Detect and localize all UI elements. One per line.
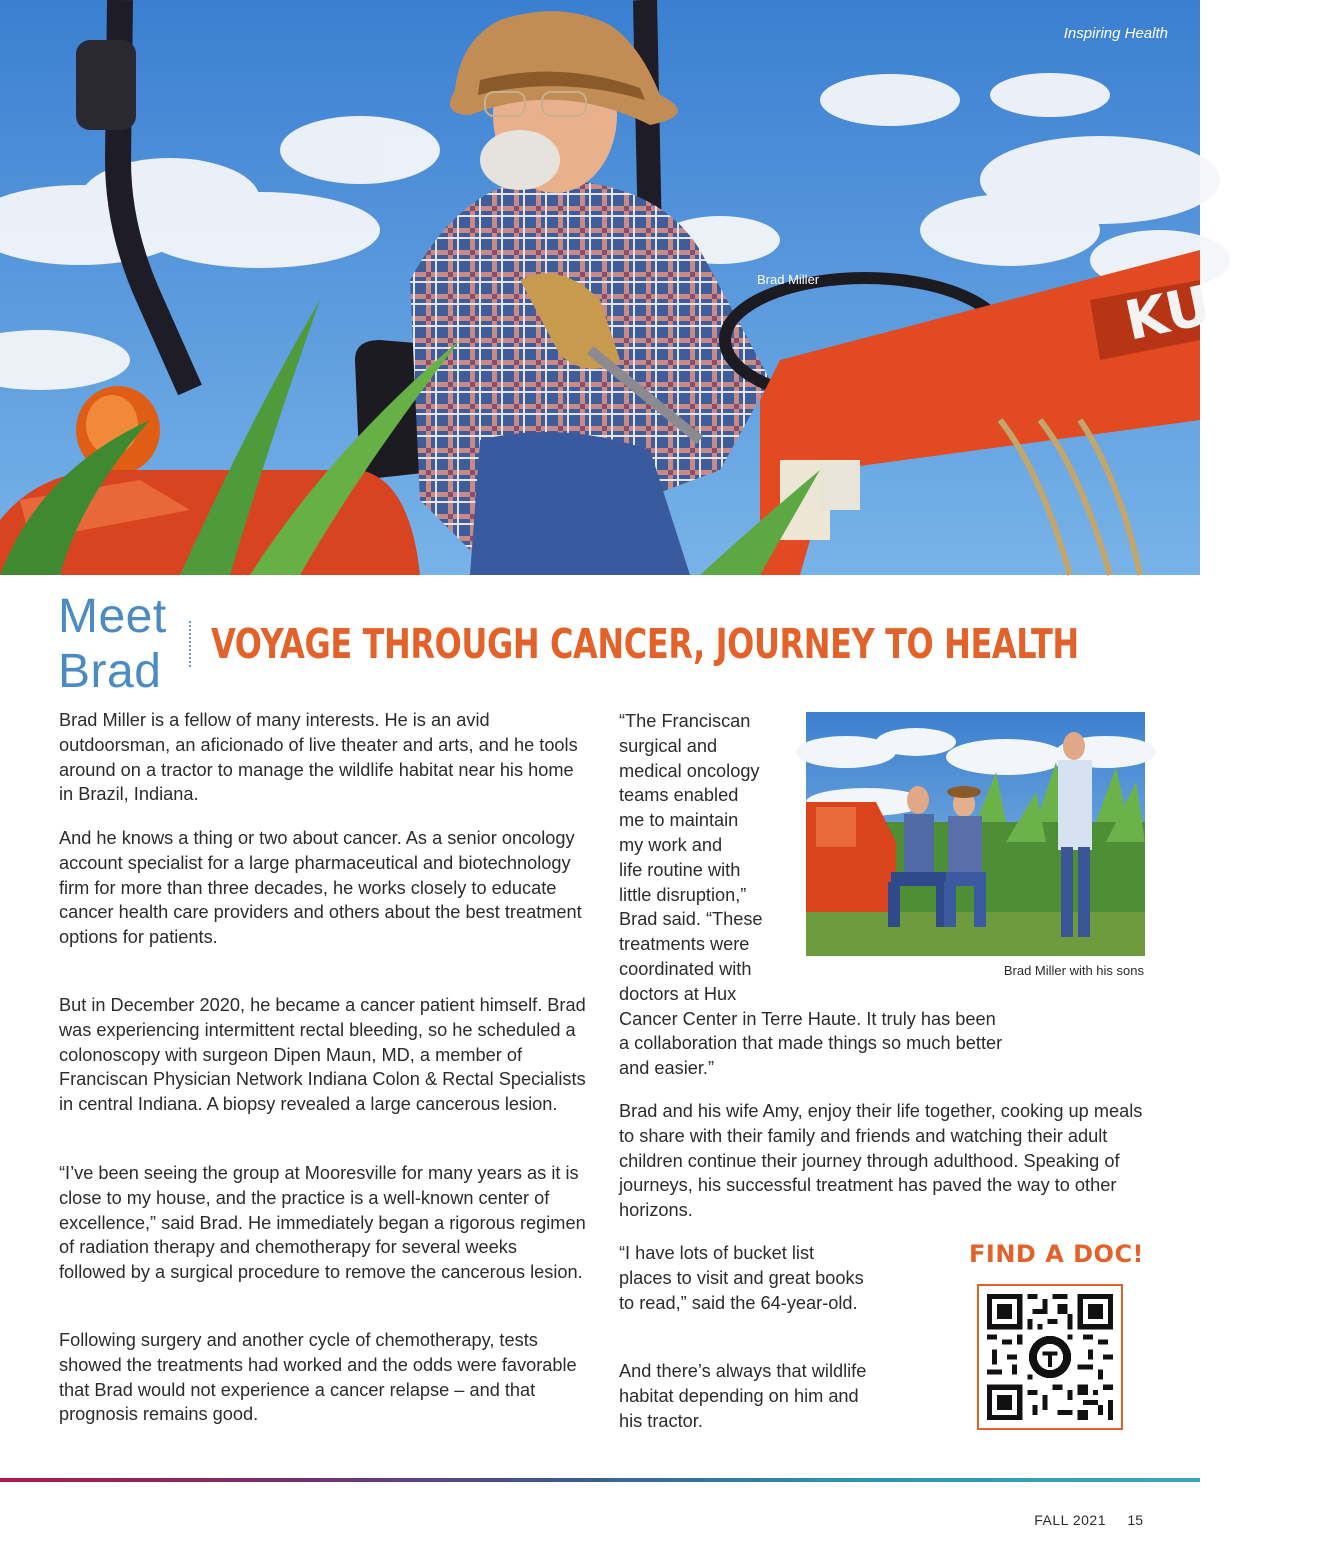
- article-paragraph-5: Following surgery and another cycle of chemotherapy, tests showed the treatments had worked and the odds were favorable that Brad would not experience a cancer relapse – and that prognosis remains good.: [59, 1330, 577, 1425]
- section-tag: Inspiring Health: [1063, 25, 1168, 42]
- article-paragraph-1: Brad Miller is a fellow of many interests. He is an avid outdoorsman, an aficionado of live theater and arts, and he tools around on a tractor to manage the wildlife habitat near his home in Brazil, Indiana.: [59, 710, 578, 805]
- issue-label: FALL 2021: [1034, 1512, 1106, 1528]
- article-paragraph-9: And there’s always that wildlife habitat depending on him and his tractor.: [619, 1361, 867, 1431]
- article-paragraph-4: “I’ve been seeing the group at Mooresville for many years as it is close to my house, and the practice is a well-known center of excellence,” said Brad. He immediately began a rigorous regimen of radiation therapy and chemotherapy for several weeks followed by a surgical procedure to remove the cancerous lesion.: [59, 1163, 586, 1283]
- article-paragraph-8: “I have lots of bucket list places to visit and great books to read,” said the 64-year-old.: [619, 1243, 864, 1313]
- hero-photo: [0, 0, 1216, 575]
- quote-line: treatments were: [619, 934, 750, 955]
- quote-line: and easier.”: [619, 1058, 715, 1079]
- quote-line: “The Franciscan: [619, 711, 751, 731]
- headline: [58, 590, 1323, 698]
- quote-line: my work and: [619, 834, 723, 855]
- svg-text:KU: KU: [1119, 273, 1216, 353]
- quote-line: life routine with: [619, 859, 741, 880]
- quote-line: a collaboration that made things so much better: [619, 1033, 1003, 1054]
- quote-line: little disruption,”: [619, 884, 747, 905]
- quote-line: me to maintain: [619, 810, 739, 831]
- page-number: 15: [1127, 1512, 1143, 1528]
- quote-line: Cancer Center in Terre Haute. It truly has been: [619, 1008, 996, 1029]
- quote-line: coordinated with: [619, 958, 752, 979]
- headline-kicker: Meet Brad: [58, 590, 167, 698]
- headline-title: VOYAGE THROUGH CANCER, JOURNEY TO HEALTH: [210, 620, 1079, 668]
- article-paragraph-2: And he knows a thing or two about cancer. As a senior oncology account specialist for a large pharmaceutical and biotechnology firm for more than three decades, he works closely to educate cancer health care providers and others about the best treatment options for patients.: [59, 828, 582, 948]
- hero-photo-caption: Brad Miller: [757, 272, 820, 287]
- quote-line: surgical and: [619, 735, 718, 756]
- find-a-doc-label: FIND A DOC!: [969, 1240, 1144, 1268]
- footer-rule: [0, 1478, 1200, 1482]
- article-paragraph-3: But in December 2020, he became a cancer patient himself. Brad was experiencing intermittent rectal bleeding, so he scheduled a colonoscopy with surgeon Dipen Maun, MD, a member of Franciscan Physician Network Indiana Colon & Rectal Specialists in central Indiana. A biopsy revealed a large cancerous lesion.: [59, 995, 586, 1115]
- headline-divider: [189, 621, 191, 667]
- find-a-doc-qr-code[interactable]: [977, 1284, 1123, 1430]
- inset-photo-caption: Brad Miller with his sons: [1003, 963, 1144, 978]
- article-paragraph-7: Brad and his wife Amy, enjoy their life together, cooking up meals to share with their family and friends and watching their adult children continue their journey through adulthood. Speaking of journeys, his successful treatment has paved the way to other horizons.: [619, 1101, 1143, 1221]
- quote-line: doctors at Hux: [619, 983, 737, 1004]
- quote-line: teams enabled: [619, 785, 739, 806]
- inset-photo: [806, 712, 1145, 956]
- quote-line: Brad said. “These: [619, 909, 763, 930]
- quote-line: medical oncology: [619, 760, 760, 781]
